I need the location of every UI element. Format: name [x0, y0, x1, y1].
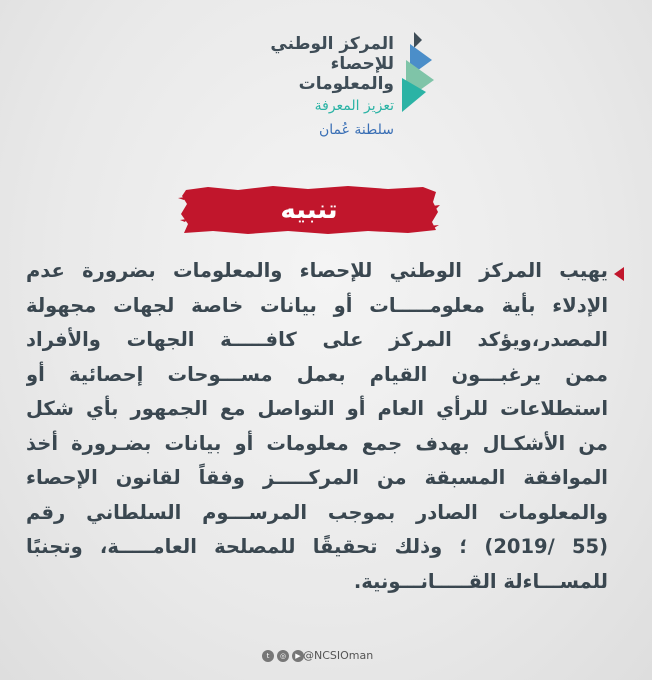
- footer: [0, 648, 652, 668]
- instagram-icon[interactable]: ◎: [277, 650, 289, 662]
- notice-body: [26, 254, 608, 599]
- social-handle[interactable]: @NCSIOman: [303, 649, 374, 662]
- org-name-line3: والمعلومات: [298, 74, 394, 94]
- notice-line: من الأشكـال بهدف جمع معلومات أو بيانات بضـرورة أخذ: [26, 431, 608, 455]
- notice-line: الموافقة المسبقة من المركـــــز وفقاً لقانون الإحصاء: [26, 466, 608, 489]
- notice-line: ممن يرغبـــون القيام بعمل مســـوحات إحصائية أو: [26, 362, 608, 386]
- tagline: تعزيز المعرفة: [314, 98, 394, 114]
- notice-line: استطلاعات للرأي العام أو التواصل مع الجمهور بأي شكل: [26, 397, 608, 420]
- country-name: سلطنة عُمان: [318, 122, 394, 138]
- notice-line: والمعلومات الصادر بموجب المرســـوم السلطاني رقم: [26, 500, 608, 524]
- notice-line: للمســـاءلة القـــــانـــونية.: [353, 569, 608, 593]
- org-name-line2: للإحصاء: [330, 54, 394, 74]
- notice-line: (55 /2019) ؛ وذلك تحقيقًا للمصلحة العامـــــة، وتجنبًا: [26, 535, 608, 558]
- twitter-icon[interactable]: t: [262, 650, 274, 662]
- notice-line: المصدر،ويؤكد المركز على كافـــــة الجهات والأفراد: [26, 328, 608, 351]
- youtube-icon[interactable]: ▶: [292, 650, 304, 662]
- notice-line: يهيب المركز الوطني للإحصاء والمعلومات بضرورة عدم: [26, 259, 608, 282]
- ncsi-logo-icon: [396, 30, 436, 120]
- alert-banner: [178, 184, 440, 236]
- notice-line: الإدلاء بأية معلومـــــات أو بيانات خاصة لجهات مجهولة: [26, 293, 608, 317]
- bullet-arrow-icon: [614, 267, 624, 281]
- social-icons: [262, 650, 304, 662]
- alert-title: تنبيه: [280, 195, 338, 225]
- header: [180, 20, 480, 140]
- org-name-line1: المركز الوطني: [270, 34, 394, 54]
